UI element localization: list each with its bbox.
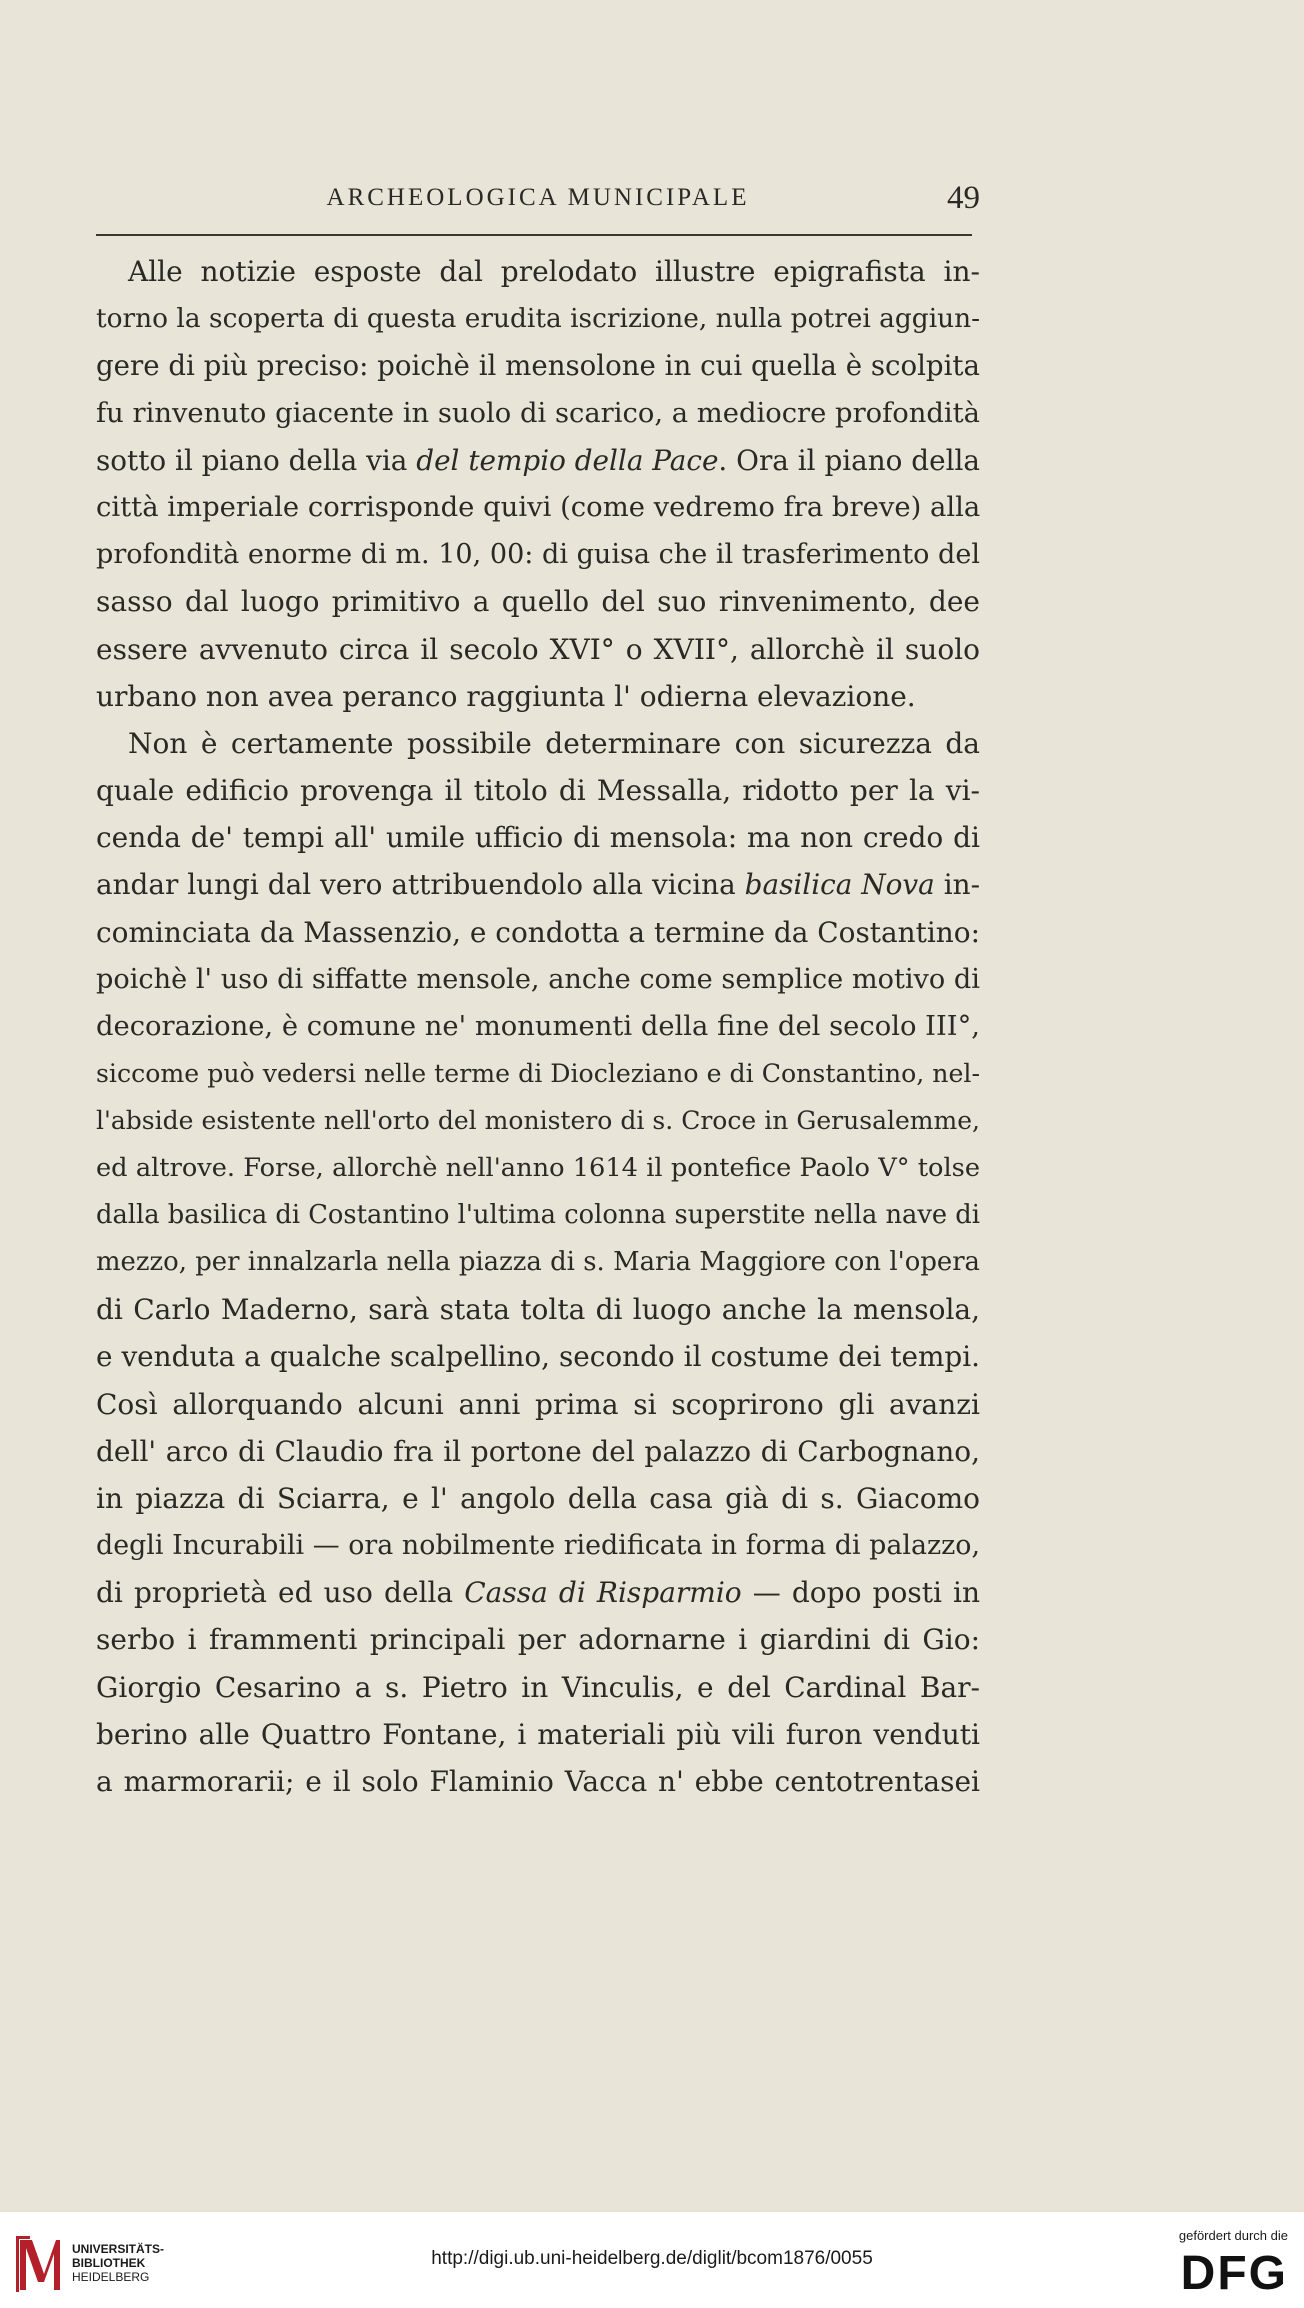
footer-bar [0,2212,1304,2308]
text-line: poichè l' uso di siffatte mensole, anche come semplice motivo di [96,963,980,995]
library-name-line: UNIVERSITÄTS- [72,2242,165,2256]
text-line: di proprietà ed uso della Cassa di Risparmio — dopo posti in [96,1576,981,1610]
text-line: e venduta a qualche scalpellino, secondo il costume dei tempi. [96,1340,980,1374]
dfg-logo: DFG [1180,2247,1288,2300]
text-line: dalla basilica di Costantino l'ultima colonna superstite nella nave di [96,1199,980,1230]
text-line: cenda de' tempi all' umile ufficio di mensola: ma non credo di [96,821,980,855]
text-line: dell' arco di Claudio fra il portone del palazzo di Carbognano, [96,1434,980,1468]
text-line: a marmorarii; e il solo Flaminio Vacca n' ebbe centotrentasei [96,1765,980,1798]
text-line: di Carlo Maderno, sarà stata tolta di luogo anche la mensola, [96,1293,980,1327]
italic-phrase: Cassa di Risparmio [464,1576,742,1610]
text-line: Giorgio Cesarino a s. Pietro in Vinculis, e del Cardinal Bar- [96,1670,980,1704]
text-line: città imperiale corrisponde quivi (come vedremo fra breve) alla [96,491,981,523]
text-line: ed altrove. Forse, allorchè nell'anno 1614 il pontefice Paolo V° tolse [96,1152,980,1183]
text-line: gere di più preciso: poichè il mensolone in cui quella è scolpita [96,349,980,383]
text-line: torno la scoperta di questa erudita iscrizione, nulla potrei aggiun- [96,303,981,335]
text-line: sasso dal luogo primitivo a quello del suo rinvenimento, dee [96,585,980,619]
text-line: siccome può vedersi nelle terme di Diocleziano e di Constantino, nel- [96,1059,980,1089]
body-text [96,248,980,1805]
text-line: quale edificio provenga il titolo di Messalla, ridotto per la vi- [96,774,980,808]
text-line: mezzo, per innalzarla nella piazza di s. Maria Maggiore con l'opera [96,1246,980,1277]
text-line: berino alle Quattro Fontane, i materiali più vili furon venduti [96,1717,980,1751]
text-line: fu rinvenuto giacente in suolo di scarico, a mediocre profondità [96,397,980,429]
page-number: 49 [947,180,980,216]
text-line: cominciata da Massenzio, e condotta a termine da Costantino: [96,915,980,949]
text-line: Alle notizie esposte dal prelodato illustre epigrafista in- [128,255,980,288]
text-line: Così allorquando alcuni anni prima si scoprirono gli avanzi [96,1387,980,1421]
funder-caption: gefördert durch die [1178,2228,1288,2243]
library-name-line: HEIDELBERG [72,2270,150,2284]
italic-phrase: basilica Nova [744,868,935,902]
text-line: andar lungi dal vero attribuendolo alla vicina basilica Nova in- [96,868,980,902]
library-name-line: BIBLIOTHEK [72,2256,146,2270]
text-line: l'abside esistente nell'orto del monistero di s. Croce in Gerusalemme, [96,1106,980,1136]
text-line: serbo i frammenti principali per adornarne i giardini di Gio: [96,1623,980,1657]
text-line: in piazza di Sciarra, e l' angolo della casa già di s. Giacomo [96,1481,980,1515]
running-title: ARCHEOLOGICA MUNICIPALE [326,184,750,211]
text-line: urbano non avea peranco raggiunta l' odierna elevazione. [96,679,916,713]
text-line: profondità enorme di m. 10, 00: di guisa che il trasferimento del [96,539,980,571]
running-head [96,180,980,224]
text-line: decorazione, è comune ne' monumenti della fine del secolo III°, [96,1011,980,1042]
text-line: Non è certamente possibile determinare con sicurezza da [128,726,980,760]
italic-phrase: del tempio della Pace [416,443,719,477]
text-line: sotto il piano della via del tempio della Pace. Ora il piano della [96,443,980,477]
header-rule [96,234,972,236]
text-line: essere avvenuto circa il secolo XVI° o XVII°, allorchè il suolo [96,632,980,666]
text-line: degli Incurabili — ora nobilmente riedificata in forma di palazzo, [96,1530,980,1562]
source-url-link[interactable]: http://digi.ub.uni-heidelberg.de/diglit/bcom1876/0055 [431,2248,873,2269]
